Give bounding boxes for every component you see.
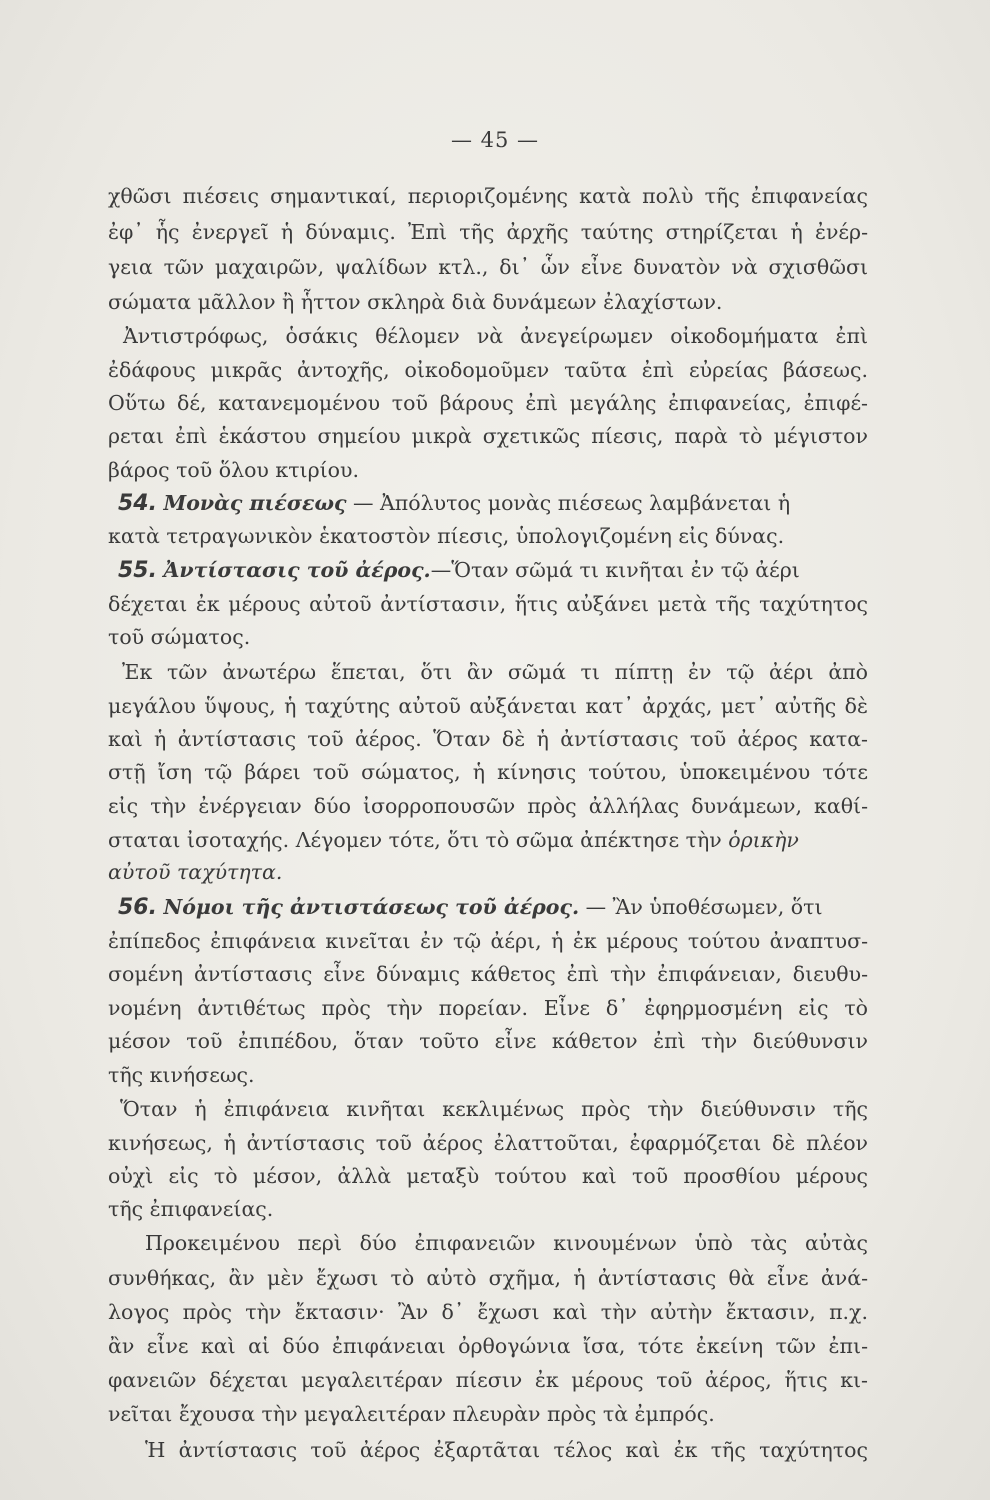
text-line: Οὕτω δέ, κατανεμομένου τοῦ βάρους ἐπὶ μεγάλης ἐπιφανείας, ἐπιφέ-	[108, 391, 868, 415]
text-line: τῆς ἐπιφανείας.	[108, 1197, 274, 1221]
italic-term: ὁρικὴν	[728, 828, 799, 852]
text-line: τῆς κινήσεως.	[108, 1063, 255, 1087]
text-line: Ἡ ἀντίστασις τοῦ ἀέρος ἐξαρτᾶται τέλος καὶ ἐκ τῆς ταχύτητος	[145, 1438, 868, 1462]
text-line: Ἐκ τῶν ἀνωτέρω ἕπεται, ὅτι ἂν σῶμά τι πίπτῃ ἐν τῷ ἀέρι ἀπὸ	[122, 660, 868, 684]
section-56-heading-line	[118, 897, 868, 919]
text-line: αὐτοῦ ταχύτητα.	[108, 860, 283, 884]
text-line: ἐδάφους μικρᾶς ἀντοχῆς, οἰκοδομοῦμεν ταῦτα ἐπὶ εὐρείας βάσεως.	[108, 358, 868, 382]
section-54-heading-line	[118, 493, 868, 515]
section-56-text: — Ἂν ὑποθέσωμεν, ὅτι	[579, 895, 823, 919]
text-line: σώματα μᾶλλον ἢ ἧττον σκληρὰ διὰ δυνάμεων ἐλαχίστων.	[108, 290, 723, 314]
text-line: βάρος τοῦ ὅλου κτιρίου.	[108, 458, 360, 482]
text-line: Προκειμένου περὶ δύο ἐπιφανειῶν κινουμένων ὑπὸ τὰς αὐτὰς	[145, 1231, 868, 1255]
text-line: ἐπίπεδος ἐπιφάνεια κινεῖται ἐν τῷ ἀέρι, ἡ ἐκ μέρους τούτου ἀναπτυσ-	[108, 929, 868, 953]
text-line: δέχεται ἐκ μέρους αὐτοῦ ἀντίστασιν, ἥτις αὐξάνει μετὰ τῆς ταχύτητος	[108, 592, 868, 616]
section-55-title: Ἀντίστασις τοῦ ἀέρος.	[163, 558, 431, 582]
section-55-heading-line	[118, 560, 868, 582]
text-segment: σταται ἰσοταχής. Λέγομεν τότε, ὅτι τὸ σῶμα ἀπέκτησε τὴν	[108, 828, 729, 852]
text-line: νομένη ἀντιθέτως πρὸς τὴν πορείαν. Εἶνε δ᾽ ἐφηρμοσμένη εἰς τὸ	[108, 996, 868, 1020]
section-55-text: —Ὅταν σῶμά τι κινῆται ἐν τῷ ἀέρι	[430, 558, 800, 582]
text-line: συνθήκας, ἂν μὲν ἔχωσι τὸ αὐτὸ σχῆμα, ἡ ἀντίστασις θὰ εἶνε ἀνά-	[108, 1266, 868, 1290]
text-line: κινήσεως, ἡ ἀντίστασις τοῦ ἀέρος ἐλαττοῦται, ἐφαρμόζεται δὲ πλέον	[108, 1131, 868, 1155]
section-55-number: 55.	[118, 558, 157, 583]
text-line: οὐχὶ εἰς τὸ μέσον, ἀλλὰ μεταξὺ τούτου καὶ τοῦ προσθίου μέρους	[108, 1164, 868, 1188]
text-line: λογος πρὸς τὴν ἔκτασιν· Ἂν δ᾽ ἔχωσι καὶ τὴν αὐτὴν ἔκτασιν, π.χ.	[108, 1300, 868, 1324]
text-line: τοῦ σώματος.	[108, 625, 251, 649]
text-line: καὶ ἡ ἀντίστασις τοῦ ἀέρος. Ὅταν δὲ ἡ ἀντίστασις τοῦ ἀέρος κατα-	[108, 727, 868, 751]
text-line: εἰς τὴν ἐνέργειαν δύο ἰσορροπουσῶν πρὸς ἀλλήλας δυνάμεων, καθί-	[108, 794, 868, 818]
text-line: στῇ ἴση τῷ βάρει τοῦ σώματος, ἡ κίνησις τούτου, ὑποκειμένου τότε	[108, 760, 868, 784]
text-line: Ὅταν ἡ ἐπιφάνεια κινῆται κεκλιμένως πρὸς τὴν διεύθυνσιν τῆς	[120, 1097, 868, 1121]
section-56-number: 56.	[118, 895, 157, 920]
page-number: — 45 —	[450, 128, 540, 152]
text-line: σομένη ἀντίστασις εἶνε δύναμις κάθετος ἐπὶ τὴν ἐπιφάνειαν, διευθυ-	[108, 962, 868, 986]
section-56-title: Νόμοι τῆς ἀντιστάσεως τοῦ ἀέρος.	[163, 895, 580, 919]
section-54-text: — Ἀπόλυτος μονὰς πιέσεως λαμβάνεται ἡ	[346, 491, 791, 515]
text-line: ρεται ἐπὶ ἑκάστου σημείου μικρὰ σχετικῶς πίεσις, παρὰ τὸ μέγιστον	[108, 424, 868, 448]
section-54-number: 54.	[118, 491, 157, 516]
text-line: ἂν εἶνε καὶ αἱ δύο ἐπιφάνειαι ὀρθογώνια ἴσα, τότε ἐκείνη τῶν ἐπι-	[108, 1334, 868, 1358]
text-line: κατὰ τετραγωνικὸν ἑκατοστὸν πίεσις, ὑπολογιζομένη εἰς δύνας.	[108, 524, 785, 548]
text-line: ἐφ᾽ ἧς ἐνεργεῖ ἡ δύναμις. Ἐπὶ τῆς ἀρχῆς ταύτης στηρίζεται ἡ ἐνέρ-	[108, 220, 868, 244]
text-line: γεια τῶν μαχαιρῶν, ψαλίδων κτλ., δι᾽ ὧν εἶνε δυνατὸν νὰ σχισθῶσι	[108, 255, 868, 279]
text-line: Ἀντιστρόφως, ὁσάκις θέλομεν νὰ ἀνεγείρωμεν οἰκοδομήματα ἐπὶ	[123, 324, 868, 348]
text-line: χθῶσι πιέσεις σημαντικαί, περιοριζομένης κατὰ πολὺ τῆς ἐπιφανείας	[108, 184, 868, 208]
text-line: νεῖται ἔχουσα τὴν μεγαλειτέραν πλευρὰν πρὸς τὰ ἐμπρός.	[108, 1402, 715, 1426]
text-line	[108, 830, 868, 851]
text-line: μεγάλου ὕψους, ἡ ταχύτης αὐτοῦ αὐξάνεται κατ᾽ ἀρχάς, μετ᾽ αὐτῆς δὲ	[108, 694, 868, 718]
text-line: φανειῶν δέχεται μεγαλειτέραν πίεσιν ἐκ μέρους τοῦ ἀέρος, ἥτις κι-	[108, 1368, 868, 1392]
section-54-title: Μονὰς πιέσεως	[163, 491, 347, 515]
text-line: μέσον τοῦ ἐπιπέδου, ὅταν τοῦτο εἶνε κάθετον ἐπὶ τὴν διεύθυνσιν	[108, 1029, 868, 1053]
